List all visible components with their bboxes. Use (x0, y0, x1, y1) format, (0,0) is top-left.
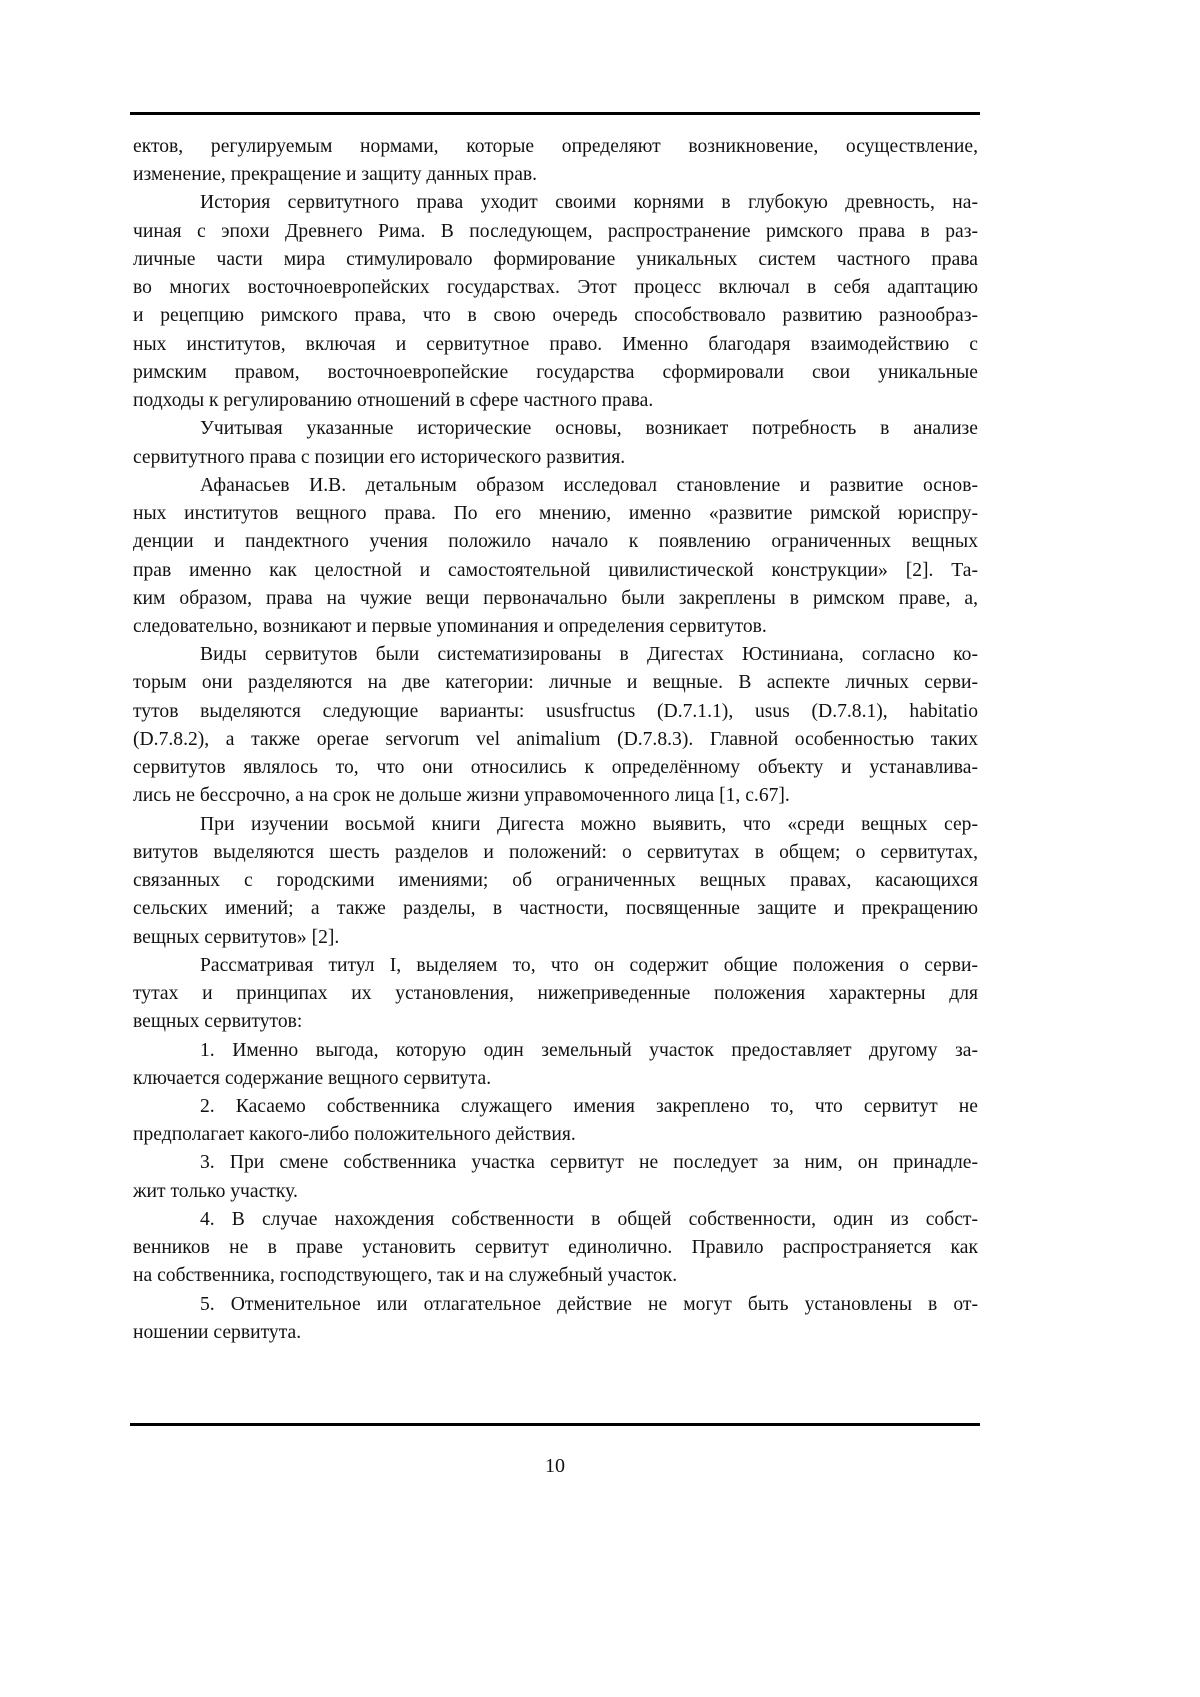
text-line: ким образом, права на чужие вещи первоначально были закреплены в римском праве, а, (133, 587, 978, 609)
page-number: 10 (545, 1455, 565, 1477)
text-line: Виды сервитутов были систематизированы в Дигестах Юстиниана, согласно ко- (200, 644, 978, 666)
text-line: денции и пандектного учения положило начало к появлению ограниченных вещных (133, 531, 978, 553)
paragraph (133, 1037, 978, 1093)
text-line: 3. При смене собственника участка сервитут не последует за ним, он принадле- (200, 1152, 978, 1174)
text-line: Рассматривая титул I, выделяем то, что он содержит общие положения о серви- (200, 954, 978, 976)
text-line: 2. Касаемо собственника служащего имения закреплено то, что сервитут не (200, 1095, 978, 1117)
text-line: на собственника, господствующего, так и на служебный участок. (133, 1265, 678, 1287)
header-rule (130, 112, 980, 115)
text-line: ключается содержание вещного сервитута. (133, 1067, 492, 1089)
text-line: предполагает какого-либо положительного действия. (133, 1124, 576, 1146)
text-line: и рецепцию римского права, что в свою очередь способствовало развитию разнообраз- (133, 305, 978, 327)
text-line: следовательно, возникают и первые упоминания и определения сервитутов. (133, 615, 767, 637)
text-line: ных институтов вещного права. По его мнению, именно «развитие римской юриспру- (133, 503, 978, 525)
text-line: подходы к регулированию отношений в сфере частного права. (133, 390, 654, 412)
text-line: витутов выделяются шесть разделов и положений: о сервитутах в общем; о сервитутах, (133, 841, 978, 863)
footer-rule (130, 1423, 980, 1426)
text-line: Афанасьев И.В. детальным образом исследовал становление и развитие основ- (200, 474, 978, 496)
paragraph (133, 472, 978, 641)
text-line: 4. В случае нахождения собственности в общей собственности, один из собст- (200, 1208, 978, 1230)
text-line: ных институтов, включая и сервитутное право. Именно благодаря взаимодействию с (133, 333, 978, 355)
text-line: (D.7.8.2), а также operae servorum vel animalium (D.7.8.3). Главной особенностью таких (133, 728, 978, 750)
paragraph (133, 415, 978, 471)
body-text (133, 133, 978, 1347)
text-line: История сервитутного права уходит своими корнями в глубокую древность, на- (200, 192, 978, 214)
text-line: лись не бессрочно, а на срок не дольше жизни управомоченного лица [1, с.67]. (133, 785, 790, 807)
text-line: сельских имений; а также разделы, в частности, посвященные защите и прекращению (133, 898, 978, 920)
paragraph (133, 811, 978, 952)
text-line: венников не в праве установить сервитут единолично. Правило распространяется как (133, 1237, 978, 1259)
text-line: 5. Отменительное или отлагательное действие не могут быть установлены в от- (200, 1293, 978, 1315)
text-line: сервитутного права с позиции его исторического развития. (133, 446, 626, 468)
text-line: вещных сервитутов» [2]. (133, 926, 340, 948)
paragraph (133, 133, 978, 189)
paragraph (133, 1149, 978, 1205)
text-line: При изучении восьмой книги Дигеста можно выявить, что «среди вещных сер- (200, 813, 978, 835)
text-line: ношении сервитута. (133, 1321, 302, 1343)
text-line: связанных с городскими имениями; об ограниченных вещных правах, касающихся (133, 870, 978, 892)
paragraph (133, 952, 978, 1037)
text-line: Учитывая указанные исторические основы, возникает потребность в анализе (200, 418, 978, 440)
text-line: вещных сервитутов: (133, 1011, 303, 1033)
paragraph (133, 1291, 978, 1347)
text-line: тутах и принципах их установления, нижеприведенные положения характерны для (133, 983, 978, 1005)
paragraph (133, 1093, 978, 1149)
text-line: чиная с эпохи Древнего Рима. В последующем, распространение римского права в раз- (133, 220, 978, 242)
text-line: тутов выделяются следующие варианты: ususfructus (D.7.1.1), usus (D.7.8.1), habitatio (133, 700, 978, 722)
text-line: торым они разделяются на две категории: личные и вещные. В аспекте личных серви- (133, 672, 978, 694)
text-line: ектов, регулируемым нормами, которые определяют возникновение, осуществление, (133, 136, 978, 157)
text-line: прав именно как целостной и самостоятельной цивилистической конструкции» [2]. Та- (133, 559, 978, 581)
paragraph (133, 641, 978, 810)
paragraph (133, 1206, 978, 1291)
text-line: личные части мира стимулировало формирование уникальных систем частного права (133, 248, 978, 270)
text-line: 1. Именно выгода, которую один земельный участок предоставляет другому за- (200, 1039, 978, 1061)
text-line: жит только участку. (133, 1180, 298, 1202)
paragraph (133, 189, 978, 415)
text-line: сервитутов являлось то, что они относились к определённому объекту и устанавлива- (133, 757, 978, 779)
text-line: изменение, прекращение и защиту данных прав. (133, 164, 538, 186)
text-line: римским правом, восточноевропейские государства сформировали свои уникальные (133, 361, 978, 383)
text-line: во многих восточноевропейских государствах. Этот процесс включал в себя адаптацию (133, 277, 978, 299)
